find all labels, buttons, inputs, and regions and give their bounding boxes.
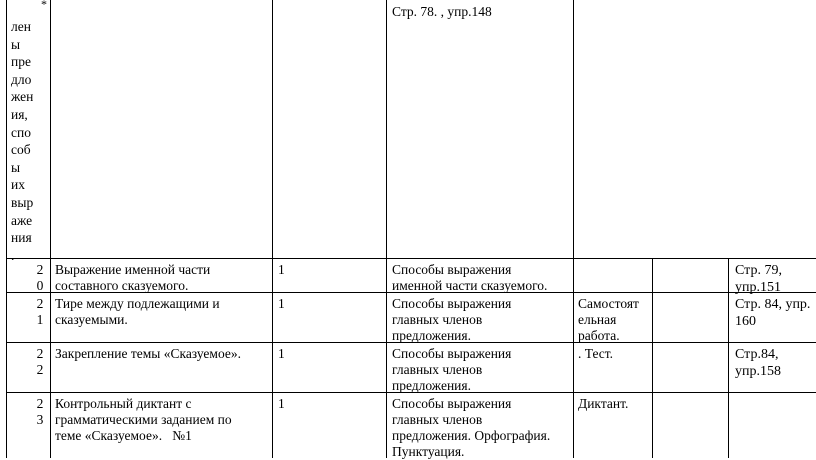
row-number-digit: 2 [36,362,44,377]
row-content [392,296,511,344]
top-row-line: аже [11,212,33,228]
top-row-line: ния [11,230,32,246]
row-topic [55,396,232,444]
row-number-digit: 2 [36,396,44,411]
row-content-line: предложения. Орфография. [392,428,551,443]
table-border [6,0,7,458]
row-content-line: Пунктуация. [392,444,465,459]
top-row-line: ия, [11,106,28,122]
row-hours: 1 [278,296,285,311]
row-content [392,346,511,394]
row-control [578,346,613,362]
row-control-line: работа. [578,328,620,343]
row-topic-line: Тире между подлежащими и [55,296,220,311]
row-number [33,262,47,294]
table-border [728,258,729,458]
top-row-line: соб [11,142,31,158]
row-topic-line: сказуемыми. [55,312,128,327]
top-row-line: ы [11,36,21,52]
row-reference-line: Стр. 79, [735,263,782,278]
row-content [392,396,550,460]
top-row-line: пре [11,54,31,70]
top-row-column-text [11,18,47,264]
row-control [578,296,639,344]
row-reference-line: Стр.84, [735,347,779,362]
table-border [50,0,51,458]
table-border [272,0,273,458]
top-row-line: их [11,177,25,193]
top-row-line: . [11,247,15,263]
row-topic-line: Закрепление темы «Сказуемое». [55,346,241,361]
top-row-line: выр [11,194,34,210]
row-number [33,396,47,428]
row-content-line: главных членов [392,412,483,427]
row-content-line: Способы выражения [392,296,512,311]
row-content-line: предложения. [392,378,471,393]
row-reference [735,346,781,380]
row-number-digit: 1 [36,312,44,327]
top-row-mark: * [41,0,47,11]
row-hours: 1 [278,346,285,361]
row-content-line: Способы выражения [392,396,512,411]
top-row-reference: Стр. 78. , упр.148 [392,4,492,19]
row-reference-line: упр.158 [735,364,781,379]
top-row-line: ы [11,159,21,175]
table-border [573,0,574,458]
row-number-digit: 2 [36,296,44,311]
row-hours: 1 [278,396,285,411]
row-topic [55,296,220,328]
row-control-line: . Тест. [578,346,614,361]
table-border [386,0,387,458]
row-topic [55,346,241,362]
row-control-line: Самостоят [578,296,639,311]
row-topic-line: Выражение именной части [55,262,211,277]
row-topic-line: Контрольный диктант с [55,396,192,411]
row-number-digit: 3 [36,412,44,427]
row-number-digit: 0 [36,278,44,293]
top-row-line: спо [11,124,31,140]
row-control-line: ельная [578,312,617,327]
row-content-line: Способы выражения [392,262,512,277]
row-reference [735,296,810,330]
row-reference [735,262,782,296]
row-topic-line: составного сказуемого. [55,278,189,293]
row-hours: 1 [278,262,285,277]
row-content-line: Способы выражения [392,346,512,361]
table-border [652,258,653,458]
row-reference-line: Стр. 84, упр. [735,297,811,312]
row-topic [55,262,210,294]
row-control [578,396,628,412]
row-content-line: главных членов [392,362,483,377]
top-row-line: дло [11,71,32,87]
row-number-digit: 2 [36,262,44,277]
row-number-digit: 2 [36,346,44,361]
top-row-line: жен [11,89,34,105]
row-control-line: Диктант. [578,396,629,411]
top-row-line: лен [11,19,31,34]
row-number [33,346,47,378]
row-reference-line: 160 [735,314,756,329]
row-content-line: именной части сказуемого. [392,278,548,293]
table-border [6,258,816,259]
row-reference-line: упр.151 [735,280,781,295]
row-content-line: главных членов [392,312,483,327]
row-content-line: предложения. [392,328,471,343]
row-number [33,296,47,328]
row-content [392,262,547,294]
row-topic-line: теме «Сказуемое». №1 [55,428,192,443]
row-topic-line: грамматическими заданием по [55,412,232,427]
